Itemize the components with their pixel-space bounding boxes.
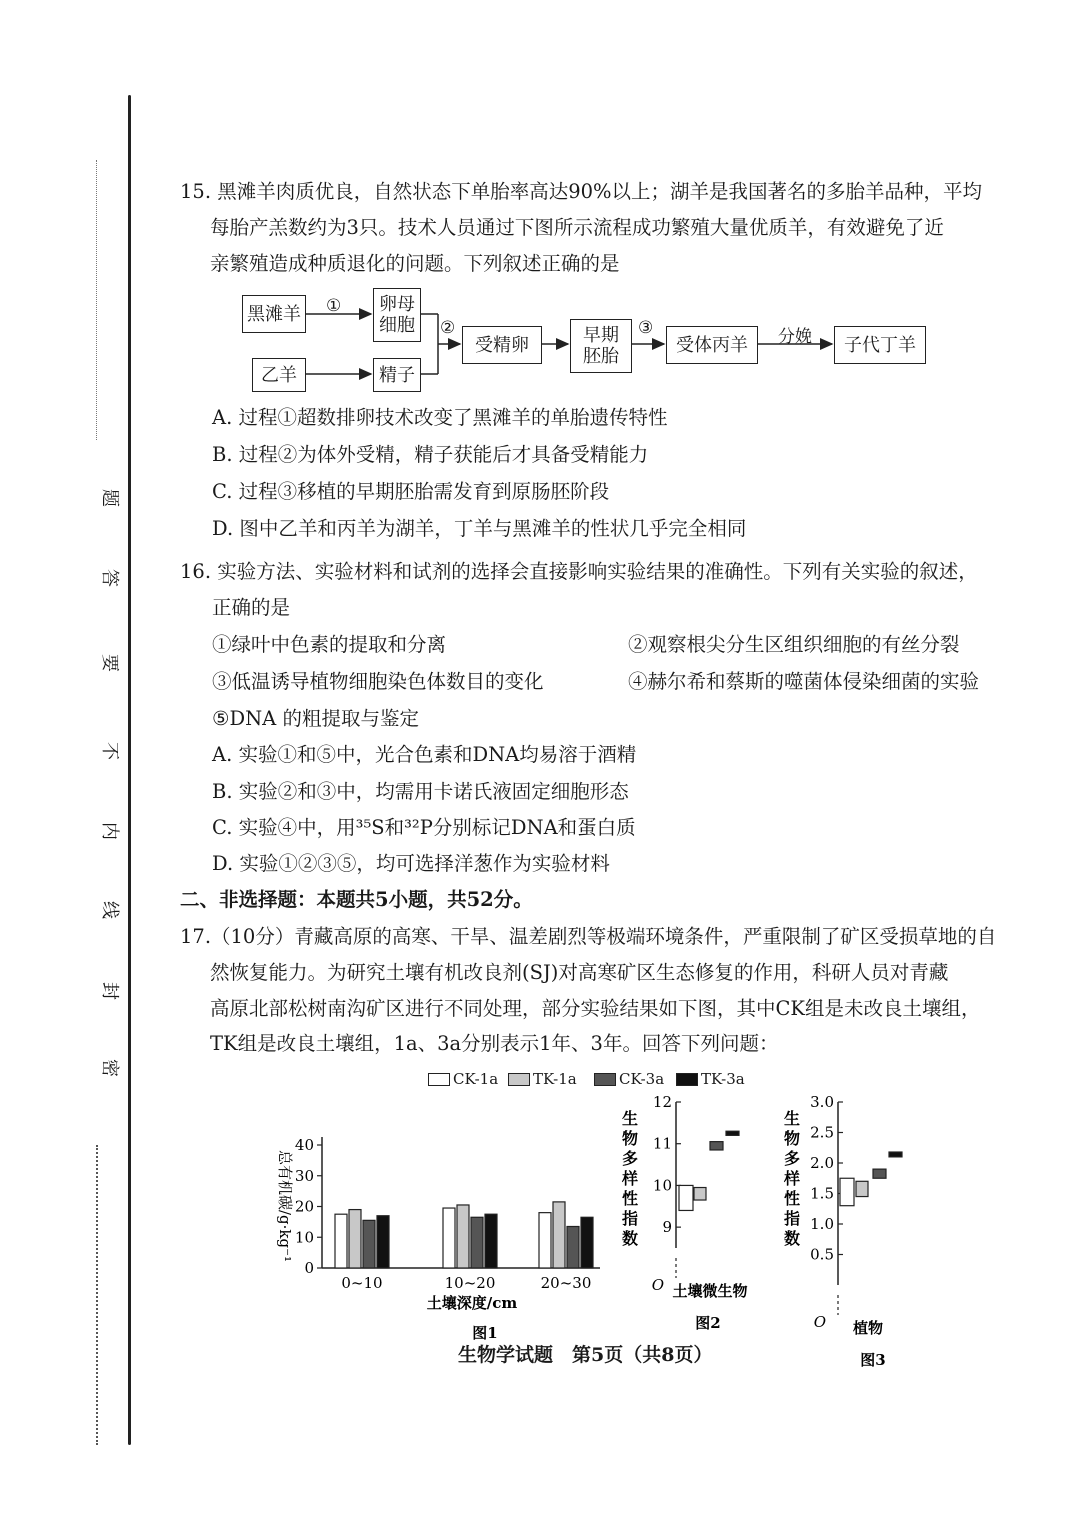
q17-stem-line: 高原北部松树南沟矿区进行不同处理，部分实验结果如下图，其中CK组是未改良土壤组， xyxy=(210,997,981,1020)
flow-arrows xyxy=(0,0,1080,420)
fig1-x-label: 土壤深度/cm xyxy=(426,1294,518,1312)
fig2-y-label-char: 指 xyxy=(621,1209,639,1228)
fig2-bar-tk-3a xyxy=(726,1131,739,1135)
fig3-y-label-char: 多 xyxy=(783,1149,801,1168)
box-recipient-bing: 受体丙羊 xyxy=(666,326,758,364)
fig3-y-tick-label: 2.0 xyxy=(810,1154,834,1172)
q15-option-d: D. 图中乙羊和丙羊为湖羊，丁羊与黑滩羊的性状几乎完全相同 xyxy=(212,517,747,540)
q15-stem-line: 亲繁殖造成种质退化的问题。下列叙述正确的是 xyxy=(210,252,620,275)
fig3-bar-ck-3a xyxy=(873,1169,886,1178)
q16-item-1: ①绿叶中色素的提取和分离 xyxy=(212,633,447,656)
legend-tk3a xyxy=(676,1070,745,1088)
fig3-y-label-char: 数 xyxy=(783,1229,801,1248)
fig3-y-tick-label: 3.0 xyxy=(810,1093,834,1111)
legend-ck1a xyxy=(428,1070,498,1088)
box-yi-sheep: 乙羊 xyxy=(252,358,306,392)
legend-swatch xyxy=(676,1073,698,1086)
q15-stem-line: 每胎产羔数约为3只。技术人员通过下图所示流程成功繁殖大量优质羊，有效避免了近 xyxy=(210,216,944,239)
margin-char: 不 xyxy=(99,742,120,760)
legend-label: CK-1a xyxy=(453,1070,499,1088)
box-sperm: 精子 xyxy=(373,358,421,392)
fig1-y-tick-label: 30 xyxy=(294,1166,314,1185)
fig1-bar-tk-1a xyxy=(349,1210,361,1268)
margin-char: 要 xyxy=(99,654,120,672)
fig3-y-label-char: 性 xyxy=(783,1189,801,1208)
fig1-x-tick-label: 10~20 xyxy=(444,1274,496,1292)
fig1-bar-ck-1a xyxy=(335,1214,347,1268)
q16-item-3: ③低温诱导植物细胞染色体数目的变化 xyxy=(212,670,544,693)
fig1-bar-tk-3a xyxy=(377,1216,389,1268)
fig1-bar-ck-1a xyxy=(539,1213,551,1268)
fig1-bar-tk-3a xyxy=(581,1217,593,1268)
fig3-title: 图3 xyxy=(860,1351,886,1369)
q16-stem-line: 正确的是 xyxy=(212,596,291,619)
q16-stem-line: 16. 实验方法、实验材料和试剂的选择会直接影响实验结果的准确性。下列有关实验的叙述， xyxy=(180,560,978,583)
q15-stem-line: 15. 黑滩羊肉质优良，自然状态下单胎率高达90%以上；湖羊是我国著名的多胎羊品种，平均 xyxy=(180,180,983,203)
q16-option-c: C. 实验④中，用³⁵S和³²P分别标记DNA和蛋白质 xyxy=(212,816,636,839)
fig1-bar-ck-3a xyxy=(567,1226,579,1268)
margin-char: 内 xyxy=(99,822,120,840)
fig3-y-label-char: 样 xyxy=(783,1169,801,1188)
fig1-bar-tk-3a xyxy=(485,1214,497,1268)
fig2-y-label-char: 性 xyxy=(621,1189,639,1208)
fig3-y-tick-label: 1.5 xyxy=(810,1184,834,1203)
fig2-y-label-char: 物 xyxy=(621,1129,639,1148)
label-step2: ② xyxy=(440,318,456,338)
fig1-bar-ck-3a xyxy=(363,1220,375,1268)
fig3-y-label-char: 指 xyxy=(783,1209,801,1228)
fig2-bar-ck-1a xyxy=(679,1185,693,1210)
legend-ck3a xyxy=(594,1070,664,1088)
fig2-y-tick-label: 10 xyxy=(652,1176,672,1195)
fig1-x-tick-label: 20~30 xyxy=(540,1274,592,1292)
section-2-heading: 二、非选择题：本题共5小题，共52分。 xyxy=(180,888,533,911)
fig2-title: 图2 xyxy=(695,1314,721,1332)
fig3-y-tick-label: 0.5 xyxy=(810,1245,834,1264)
fig2-bar-ck-3a xyxy=(710,1142,723,1150)
fig2-y-tick-label: 9 xyxy=(662,1218,672,1237)
legend-label: CK-3a xyxy=(619,1070,665,1088)
fig1-title: 图1 xyxy=(472,1324,498,1342)
fig3-y-label-char: 生 xyxy=(783,1109,801,1128)
q17-stem-line: TK组是改良土壤组，1a、3a分别表示1年、3年。回答下列问题： xyxy=(210,1032,779,1055)
fig1-bar-tk-1a xyxy=(457,1205,469,1268)
fig2-y-label-char: 数 xyxy=(621,1229,639,1248)
q16-option-b: B. 实验②和③中，均需用卡诺氏液固定细胞形态 xyxy=(212,780,629,803)
fig1-bar-ck-1a xyxy=(443,1208,455,1268)
box-heitan-sheep: 黑滩羊 xyxy=(242,295,306,333)
fig1-bar-ck-3a xyxy=(471,1217,483,1268)
fig1-bar-tk-1a xyxy=(553,1202,565,1268)
legend-swatch xyxy=(508,1073,530,1086)
q15-option-a: A. 过程①超数排卵技术改变了黑滩羊的单胎遗传特性 xyxy=(212,406,668,429)
legend-swatch xyxy=(428,1073,450,1086)
fig2-x-label: 土壤微生物 xyxy=(672,1282,748,1300)
label-birth: 分娩 xyxy=(778,327,812,347)
fig2-y-label-char: 多 xyxy=(621,1149,639,1168)
fig3-bar-tk-1a xyxy=(856,1181,868,1196)
label-step1: ① xyxy=(326,296,342,316)
box-early-embryo-line1: 早期 xyxy=(583,325,619,346)
q16-option-d: D. 实验①②③⑤，均可选择洋葱作为实验材料 xyxy=(212,852,610,875)
q17-stem-line: 然恢复能力。为研究土壤有机改良剂(SJ)对高寒矿区生态修复的作用，科研人员对青藏 xyxy=(210,961,949,984)
fig3-x-label: 植物 xyxy=(852,1319,884,1337)
margin-char: 题 xyxy=(99,489,120,507)
box-zygote: 受精卵 xyxy=(462,326,542,364)
legend-swatch xyxy=(594,1073,616,1086)
fig3-origin: O xyxy=(813,1313,826,1331)
fig3-y-tick-label: 1.0 xyxy=(810,1215,834,1233)
q15-option-c: C. 过程③移植的早期胚胎需发育到原肠胚阶段 xyxy=(212,480,610,503)
box-oocyte-line1: 卵母 xyxy=(379,294,415,315)
fig3-y-tick-label: 2.5 xyxy=(810,1123,834,1142)
fig1-y-tick-label: 0 xyxy=(304,1259,314,1277)
q17-stem-line: 17.（10分）青藏高原的高寒、干旱、温差剧烈等极端环境条件，严重限制了矿区受损草地的自 xyxy=(180,925,997,948)
legend-label: TK-1a xyxy=(533,1070,577,1088)
fig1-y-tick-label: 20 xyxy=(294,1197,314,1216)
box-oocyte-line2: 细胞 xyxy=(379,315,415,336)
fig1-y-tick-label: 10 xyxy=(294,1228,314,1247)
fig1-y-tick-label: 40 xyxy=(294,1136,314,1154)
q16-item-4: ④赫尔希和蔡斯的噬菌体侵染细菌的实验 xyxy=(628,670,980,693)
q15-option-b: B. 过程②为体外受精，精子获能后才具备受精能力 xyxy=(212,443,649,466)
fig2-origin: O xyxy=(651,1276,664,1294)
fig2-y-tick-label: 12 xyxy=(652,1093,672,1111)
fig2-y-label-char: 生 xyxy=(621,1109,639,1128)
margin-char: 密 xyxy=(99,1059,120,1077)
q16-option-a: A. 实验①和⑤中，光合色素和DNA均易溶于酒精 xyxy=(212,743,637,766)
label-step3: ③ xyxy=(638,318,654,338)
page-footer: 生物学试题 第5页（共8页） xyxy=(458,1344,713,1366)
legend-label: TK-3a xyxy=(701,1070,745,1088)
margin-char: 封 xyxy=(99,982,120,1000)
fig3-y-label-char: 物 xyxy=(783,1129,801,1148)
fig3-bar-tk-3a xyxy=(889,1152,902,1157)
margin-char: 线 xyxy=(99,901,120,919)
fig2-y-tick-label: 11 xyxy=(652,1134,672,1153)
margin-char: 答 xyxy=(99,569,120,587)
legend-tk1a xyxy=(508,1070,577,1088)
q16-item-2: ②观察根尖分生区组织细胞的有丝分裂 xyxy=(628,633,960,656)
fig2-bar-tk-1a xyxy=(694,1188,706,1201)
q16-item-5: ⑤DNA 的粗提取与鉴定 xyxy=(212,707,419,730)
fig1-x-tick-label: 0~10 xyxy=(341,1274,383,1292)
box-offspring-ding: 子代丁羊 xyxy=(834,326,926,364)
fig2-y-label-char: 样 xyxy=(621,1169,639,1188)
fig1-y-label: 总有机碳/g·kg⁻¹ xyxy=(276,1150,294,1263)
fig3-bar-ck-1a xyxy=(840,1178,854,1205)
box-early-embryo-line2: 胚胎 xyxy=(583,346,619,367)
